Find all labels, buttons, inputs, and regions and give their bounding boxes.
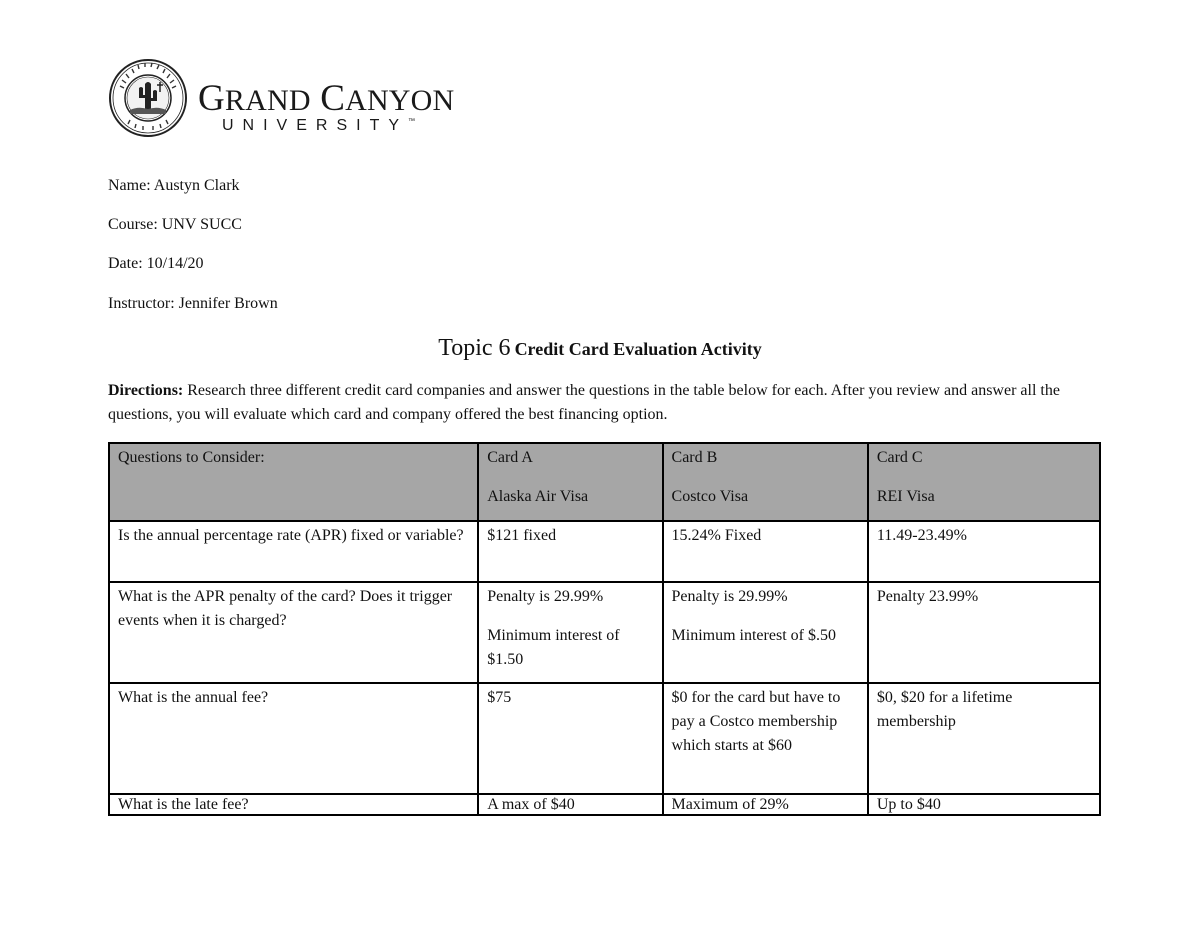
header-card-a: Card A Alaska Air Visa	[478, 443, 662, 521]
card-a-cell: $121 fixed	[478, 521, 662, 582]
header-card-c: Card C REI Visa	[868, 443, 1100, 521]
card-a-cell: A max of $40	[478, 794, 662, 815]
table-row	[109, 582, 1100, 683]
card-b-cell: 15.24% Fixed	[663, 521, 868, 582]
header-card-b: Card B Costco Visa	[663, 443, 868, 521]
directions-paragraph	[108, 379, 1098, 427]
card-a-cell: $75	[478, 683, 662, 794]
card-c-cell: Up to $40	[868, 794, 1100, 815]
course-info: Course: UNV SUCC	[108, 216, 242, 233]
date-info: Date: 10/14/20	[108, 255, 204, 272]
table-row	[109, 794, 1100, 815]
table-row	[109, 683, 1100, 794]
table-row	[109, 521, 1100, 582]
directions-label: Directions:	[108, 382, 184, 399]
university-seal-icon	[108, 56, 192, 140]
card-b-cell: Penalty is 29.99% Minimum interest of $.50	[663, 582, 868, 683]
card-b-cell: $0 for the card but have to pay a Costco membership which starts at $60	[663, 683, 868, 794]
evaluation-table	[108, 442, 1101, 816]
table-header-row	[109, 443, 1100, 521]
card-c-cell: Penalty 23.99%	[868, 582, 1100, 683]
question-cell: What is the APR penalty of the card? Does it trigger events when it is charged?	[109, 582, 478, 683]
card-c-cell: $0, $20 for a lifetime membership	[868, 683, 1100, 794]
question-cell: What is the late fee?	[109, 794, 478, 815]
instructor-info: Instructor: Jennifer Brown	[108, 295, 278, 312]
student-name: Name: Austyn Clark	[108, 177, 240, 194]
logo-wordmark: GRAND CANYON	[198, 78, 455, 119]
card-a-cell: Penalty is 29.99% Minimum interest of $1.50	[478, 582, 662, 683]
university-logo	[108, 56, 478, 140]
logo-subtitle: UNIVERSITY™	[222, 117, 416, 134]
card-c-cell: 11.49-23.49%	[868, 521, 1100, 582]
question-cell: Is the annual percentage rate (APR) fixed or variable?	[109, 521, 478, 582]
title-main: Credit Card Evaluation Activity	[514, 339, 762, 359]
directions-text: Research three different credit card companies and answer the questions in the table below for each. After you review and answer all the questions, you will evaluate which card and company offered the best financing option.	[108, 382, 1060, 423]
header-questions: Questions to Consider:	[109, 443, 478, 521]
card-b-cell: Maximum of 29%	[663, 794, 868, 815]
title-topic: Topic 6	[438, 335, 511, 361]
page-title	[0, 333, 1200, 366]
question-cell: What is the annual fee?	[109, 683, 478, 794]
